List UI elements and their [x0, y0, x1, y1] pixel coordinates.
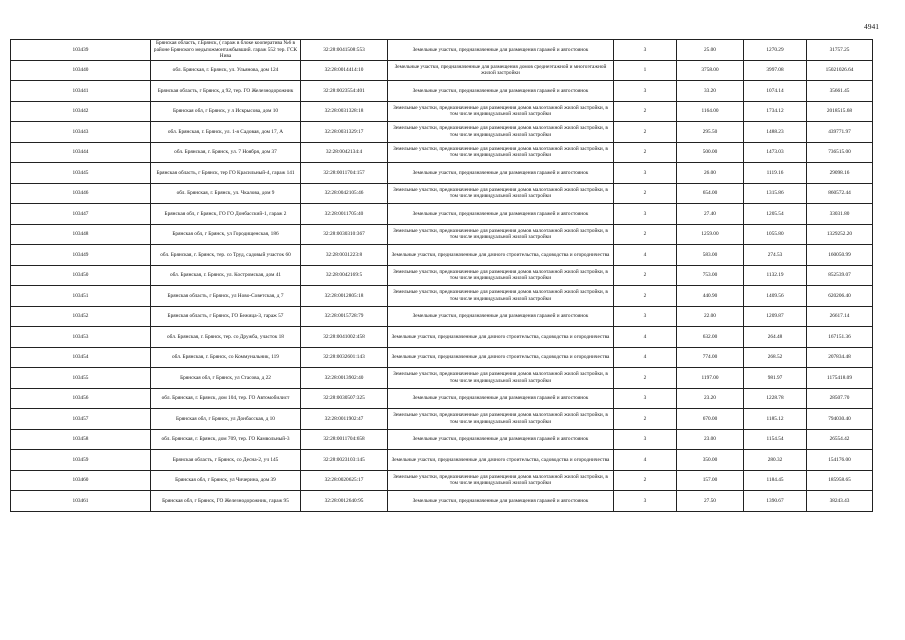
row-land-use: Земельные участки, предназначенные для размещения домов малоэтажной жилой застройки, в том числе индивидуальной жилой застройки [388, 286, 614, 307]
row-address: обл. Брянская, г. Брянск, ул. Чкалова, дом 9 [151, 183, 301, 204]
row-cadastral-value: 31757.25 [807, 40, 873, 61]
row-address: Брянская обл, г Брянск, ул Чичерина, дом 39 [151, 470, 301, 491]
row-address: Брянская обл, г Брянск, ГО ГО Донбасский-1, гараж 2 [151, 204, 301, 225]
row-id: 103448 [11, 224, 151, 245]
row-address: Брянская область, г Брянск, со Десна-2, уч 145 [151, 450, 301, 471]
table-row [11, 101, 873, 122]
table-row [11, 306, 873, 327]
row-use-group: 2 [614, 265, 677, 286]
land-registry-table [10, 39, 873, 512]
row-cadastral-number: 32:28:0012640:95 [301, 491, 388, 512]
row-id: 103456 [11, 388, 151, 409]
row-cadastral-number: 32:28:0042105:46 [301, 183, 388, 204]
row-cadastral-number: 32:28:0011902:47 [301, 409, 388, 430]
row-unit-price: 1074.14 [744, 81, 807, 102]
row-area: 27.40 [677, 204, 744, 225]
row-address: обл. Брянская, г. Брянск, со Коммунальник, 119 [151, 347, 301, 368]
row-id: 103453 [11, 327, 151, 348]
row-address: Брянская область, г Брянск, д 92, тер. ГО Железнодорожник [151, 81, 301, 102]
row-id: 103457 [11, 409, 151, 430]
row-cadastral-value: 736515.00 [807, 142, 873, 163]
row-cadastral-number: 32:28:0041002:458 [301, 327, 388, 348]
row-cadastral-number: 32:28:0011705:40 [301, 204, 388, 225]
row-area: 23.20 [677, 388, 744, 409]
table-row [11, 60, 873, 81]
row-use-group: 3 [614, 81, 677, 102]
row-cadastral-value: 439771.97 [807, 122, 873, 143]
table-row [11, 40, 873, 61]
row-use-group: 4 [614, 450, 677, 471]
row-land-use: Земельные участки, предназначенные для размещения домов малоэтажной жилой застройки, в том числе индивидуальной жилой застройки [388, 224, 614, 245]
row-use-group: 3 [614, 40, 677, 61]
table-row [11, 491, 873, 512]
row-address: Брянская обл, г Брянск, ул Донбасская, д 10 [151, 409, 301, 430]
page-number: 4941 [864, 22, 879, 31]
row-id: 103461 [11, 491, 151, 512]
row-area: 632.00 [677, 327, 744, 348]
row-cadastral-number: 32:28:0032601:143 [301, 347, 388, 368]
row-cadastral-number: 32:28:0042169:5 [301, 265, 388, 286]
row-cadastral-value: 860572.44 [807, 183, 873, 204]
row-cadastral-value: 29098.16 [807, 163, 873, 184]
row-cadastral-number: 32:28:0011704:658 [301, 429, 388, 450]
row-area: 23.00 [677, 429, 744, 450]
row-id: 103452 [11, 306, 151, 327]
row-unit-price: 280.32 [744, 450, 807, 471]
row-unit-price: 1270.29 [744, 40, 807, 61]
row-area: 583.00 [677, 245, 744, 266]
row-id: 103441 [11, 81, 151, 102]
row-area: 774.00 [677, 347, 744, 368]
table-row [11, 183, 873, 204]
row-address: Брянская область, г.Брянск, ( гараж в блоке кооператива №6 в районе Брянского медьпожмонтажбывший. гараж 552 тер. ГСК Нива [151, 40, 301, 61]
row-land-use: Земельные участки, предназначенные для размещения гаражей и автостоянок [388, 204, 614, 225]
row-cadastral-value: 28507.70 [807, 388, 873, 409]
row-cadastral-number: 32:28:0042134:4 [301, 142, 388, 163]
row-area: 350.00 [677, 450, 744, 471]
row-use-group: 3 [614, 388, 677, 409]
row-unit-price: 1132.19 [744, 265, 807, 286]
row-id: 103450 [11, 265, 151, 286]
row-land-use: Земельные участки, предназначенные для размещения гаражей и автостоянок [388, 491, 614, 512]
row-unit-price: 1315.86 [744, 183, 807, 204]
row-use-group: 2 [614, 224, 677, 245]
row-cadastral-value: 2018515.68 [807, 101, 873, 122]
table-row [11, 347, 873, 368]
row-land-use: Земельные участки, предназначенные для дачного строительства, садоводства и огородничества [388, 245, 614, 266]
row-id: 103442 [11, 101, 151, 122]
row-cadastral-number: 32:28:0020625:17 [301, 470, 388, 491]
row-cadastral-number: 32:28:0031223:8 [301, 245, 388, 266]
row-cadastral-number: 32:28:0030507:325 [301, 388, 388, 409]
row-unit-price: 1154.54 [744, 429, 807, 450]
row-address: Брянская область, г Брянск, ул Ново-Советская, д 7 [151, 286, 301, 307]
table-row [11, 388, 873, 409]
row-cadastral-number: 32:28:0023554:401 [301, 81, 388, 102]
row-area: 33.20 [677, 81, 744, 102]
row-cadastral-value: 167151.36 [807, 327, 873, 348]
row-area: 670.00 [677, 409, 744, 430]
table-row [11, 286, 873, 307]
row-address: Брянская область, г Брянск, тер ГО Красильный-4, гараж 141 [151, 163, 301, 184]
table-row [11, 265, 873, 286]
row-cadastral-value: 1329252.20 [807, 224, 873, 245]
row-land-use: Земельные участки, предназначенные для размещения домов малоэтажной жилой застройки, в том числе индивидуальной жилой застройки [388, 265, 614, 286]
row-area: 3758.00 [677, 60, 744, 81]
row-address: Брянская обл, г Брянск, ул Стасова, д 22 [151, 368, 301, 389]
row-unit-price: 1488.23 [744, 122, 807, 143]
table-row [11, 81, 873, 102]
table-row [11, 163, 873, 184]
table-row [11, 204, 873, 225]
row-use-group: 4 [614, 245, 677, 266]
row-unit-price: 268.52 [744, 347, 807, 368]
row-use-group: 2 [614, 286, 677, 307]
row-area: 440.90 [677, 286, 744, 307]
row-use-group: 3 [614, 306, 677, 327]
row-id: 103454 [11, 347, 151, 368]
row-area: 1197.00 [677, 368, 744, 389]
row-id: 103449 [11, 245, 151, 266]
table-row [11, 450, 873, 471]
row-cadastral-value: 1175418.09 [807, 368, 873, 389]
row-cadastral-value: 794030.40 [807, 409, 873, 430]
row-cadastral-number: 32:28:0011704:157 [301, 163, 388, 184]
row-area: 27.50 [677, 491, 744, 512]
row-address: обл. Брянская, г. Брянск, ул. Ульянова, дом 124 [151, 60, 301, 81]
row-use-group: 2 [614, 470, 677, 491]
row-area: 25.00 [677, 40, 744, 61]
table-row [11, 327, 873, 348]
row-address: Брянская обл, г Брянск, у л Искрысова, дом 10 [151, 101, 301, 122]
row-land-use: Земельные участки, предназначенные для дачного строительства, садоводства и огородничества [388, 450, 614, 471]
row-use-group: 3 [614, 429, 677, 450]
row-address: обл. Брянская, г. Брянск, ул. Костромская, дом 41 [151, 265, 301, 286]
table-row [11, 429, 873, 450]
row-cadastral-value: 26554.42 [807, 429, 873, 450]
row-unit-price: 3997.08 [744, 60, 807, 81]
row-area: 295.50 [677, 122, 744, 143]
row-cadastral-value: 160050.99 [807, 245, 873, 266]
row-unit-price: 1185.12 [744, 409, 807, 430]
row-address: обл. Брянская, г. Брянск, тер. со Дружба, участок 18 [151, 327, 301, 348]
row-address: обл. Брянская, г. Брянск, ул. 7 Ноября, дом 37 [151, 142, 301, 163]
row-land-use: Земельные участки, предназначенные для размещения гаражей и автостоянок [388, 163, 614, 184]
row-cadastral-number: 32:28:0030310:367 [301, 224, 388, 245]
row-cadastral-value: 26617.14 [807, 306, 873, 327]
row-id: 103459 [11, 450, 151, 471]
row-id: 103443 [11, 122, 151, 143]
row-unit-price: 1119.16 [744, 163, 807, 184]
row-cadastral-value: 185958.65 [807, 470, 873, 491]
row-land-use: Земельные участки, предназначенные для размещения домов малоэтажной жилой застройки, в том числе индивидуальной жилой застройки [388, 409, 614, 430]
row-cadastral-number: 32:28:0014414:10 [301, 60, 388, 81]
row-cadastral-value: 38243.43 [807, 491, 873, 512]
table-row [11, 368, 873, 389]
row-id: 103439 [11, 40, 151, 61]
row-unit-price: 1184.45 [744, 470, 807, 491]
row-unit-price: 981.97 [744, 368, 807, 389]
row-unit-price: 1473.03 [744, 142, 807, 163]
row-cadastral-number: 32:28:0041508:553 [301, 40, 388, 61]
row-address: Брянская обл, г Брянск, ул Городищенская, 186 [151, 224, 301, 245]
row-cadastral-value: 852539.07 [807, 265, 873, 286]
row-land-use: Земельные участки, предназначенные для размещения гаражей и автостоянок [388, 40, 614, 61]
row-use-group: 3 [614, 204, 677, 225]
row-cadastral-number: 32:28:0031328:18 [301, 101, 388, 122]
table-row [11, 470, 873, 491]
table-row [11, 245, 873, 266]
row-area: 22.00 [677, 306, 744, 327]
row-id: 103446 [11, 183, 151, 204]
row-use-group: 2 [614, 101, 677, 122]
row-id: 103451 [11, 286, 151, 307]
row-address: обл. Брянская, г. Брянск, тер. со Труд, садовый участок 60 [151, 245, 301, 266]
row-id: 103455 [11, 368, 151, 389]
row-area: 500.00 [677, 142, 744, 163]
row-use-group: 3 [614, 491, 677, 512]
row-cadastral-number: 32:28:0013902:40 [301, 368, 388, 389]
row-area: 1259.00 [677, 224, 744, 245]
row-unit-price: 1409.56 [744, 286, 807, 307]
row-land-use: Земельные участки, предназначенные для размещения домов малоэтажной жилой застройки, в том числе индивидуальной жилой застройки [388, 368, 614, 389]
row-address: Брянская область, г Брянск, ГО Бежица-3, гараж 57 [151, 306, 301, 327]
table-row [11, 122, 873, 143]
row-unit-price: 274.53 [744, 245, 807, 266]
row-unit-price: 1209.87 [744, 306, 807, 327]
row-use-group: 2 [614, 409, 677, 430]
row-land-use: Земельные участки, предназначенные для размещения домов малоэтажной жилой застройки, в том числе индивидуальной жилой застройки [388, 470, 614, 491]
row-id: 103445 [11, 163, 151, 184]
row-land-use: Земельные участки, предназначенные для размещения домов среднеэтажной и многоэтажной жилой застройки [388, 60, 614, 81]
row-address: обл. Брянская, г. Брянск, дом 104, тер. ГО Автомобилист [151, 388, 301, 409]
row-id: 103444 [11, 142, 151, 163]
row-area: 1164.00 [677, 101, 744, 122]
row-land-use: Земельные участки, предназначенные для дачного строительства, садоводства и огородничества [388, 347, 614, 368]
row-use-group: 2 [614, 183, 677, 204]
row-unit-price: 1390.67 [744, 491, 807, 512]
row-address: обл. Брянская, г. Брянск, дом 709, тер. ГО Камвольный-3 [151, 429, 301, 450]
row-id: 103447 [11, 204, 151, 225]
row-land-use: Земельные участки, предназначенные для размещения домов малоэтажной жилой застройки, в том числе индивидуальной жилой застройки [388, 142, 614, 163]
table-body [11, 40, 873, 512]
row-land-use: Земельные участки, предназначенные для размещения гаражей и автостоянок [388, 429, 614, 450]
row-cadastral-value: 620206.40 [807, 286, 873, 307]
row-address: обл. Брянская, г. Брянск, ул. 1-я Садовая, дом 17, А [151, 122, 301, 143]
row-unit-price: 264.48 [744, 327, 807, 348]
row-cadastral-value: 15021026.64 [807, 60, 873, 81]
row-land-use: Земельные участки, предназначенные для размещения домов малоэтажной жилой застройки, в том числе индивидуальной жилой застройки [388, 101, 614, 122]
row-land-use: Земельные участки, предназначенные для размещения гаражей и автостоянок [388, 306, 614, 327]
row-cadastral-value: 207834.48 [807, 347, 873, 368]
row-area: 157.00 [677, 470, 744, 491]
row-area: 26.00 [677, 163, 744, 184]
row-cadastral-value: 35661.45 [807, 81, 873, 102]
row-use-group: 4 [614, 327, 677, 348]
row-use-group: 2 [614, 142, 677, 163]
row-use-group: 2 [614, 368, 677, 389]
row-area: 753.00 [677, 265, 744, 286]
row-unit-price: 1055.80 [744, 224, 807, 245]
row-unit-price: 1228.78 [744, 388, 807, 409]
row-use-group: 3 [614, 163, 677, 184]
row-id: 103440 [11, 60, 151, 81]
row-unit-price: 1205.54 [744, 204, 807, 225]
row-cadastral-value: 33031.80 [807, 204, 873, 225]
row-use-group: 4 [614, 347, 677, 368]
table-row [11, 409, 873, 430]
row-use-group: 1 [614, 60, 677, 81]
row-cadastral-number: 32:28:0015728:79 [301, 306, 388, 327]
row-cadastral-number: 32:28:0023103:145 [301, 450, 388, 471]
row-unit-price: 1734.12 [744, 101, 807, 122]
row-area: 654.00 [677, 183, 744, 204]
table-row [11, 224, 873, 245]
row-id: 103458 [11, 429, 151, 450]
row-cadastral-value: 154176.00 [807, 450, 873, 471]
row-land-use: Земельные участки, предназначенные для дачного строительства, садоводства и огородничества [388, 327, 614, 348]
row-cadastral-number: 32:28:0012805:18 [301, 286, 388, 307]
row-land-use: Земельные участки, предназначенные для размещения домов малоэтажной жилой застройки, в том числе индивидуальной жилой застройки [388, 122, 614, 143]
row-address: Брянская обл, г Брянск, ГО Железнодорожник, гараж 95 [151, 491, 301, 512]
row-land-use: Земельные участки, предназначенные для размещения гаражей и автостоянок [388, 81, 614, 102]
row-use-group: 2 [614, 122, 677, 143]
row-cadastral-number: 32:28:0031329:17 [301, 122, 388, 143]
row-id: 103460 [11, 470, 151, 491]
row-land-use: Земельные участки, предназначенные для размещения гаражей и автостоянок [388, 388, 614, 409]
row-land-use: Земельные участки, предназначенные для размещения домов малоэтажной жилой застройки, в том числе индивидуальной жилой застройки [388, 183, 614, 204]
table-row [11, 142, 873, 163]
